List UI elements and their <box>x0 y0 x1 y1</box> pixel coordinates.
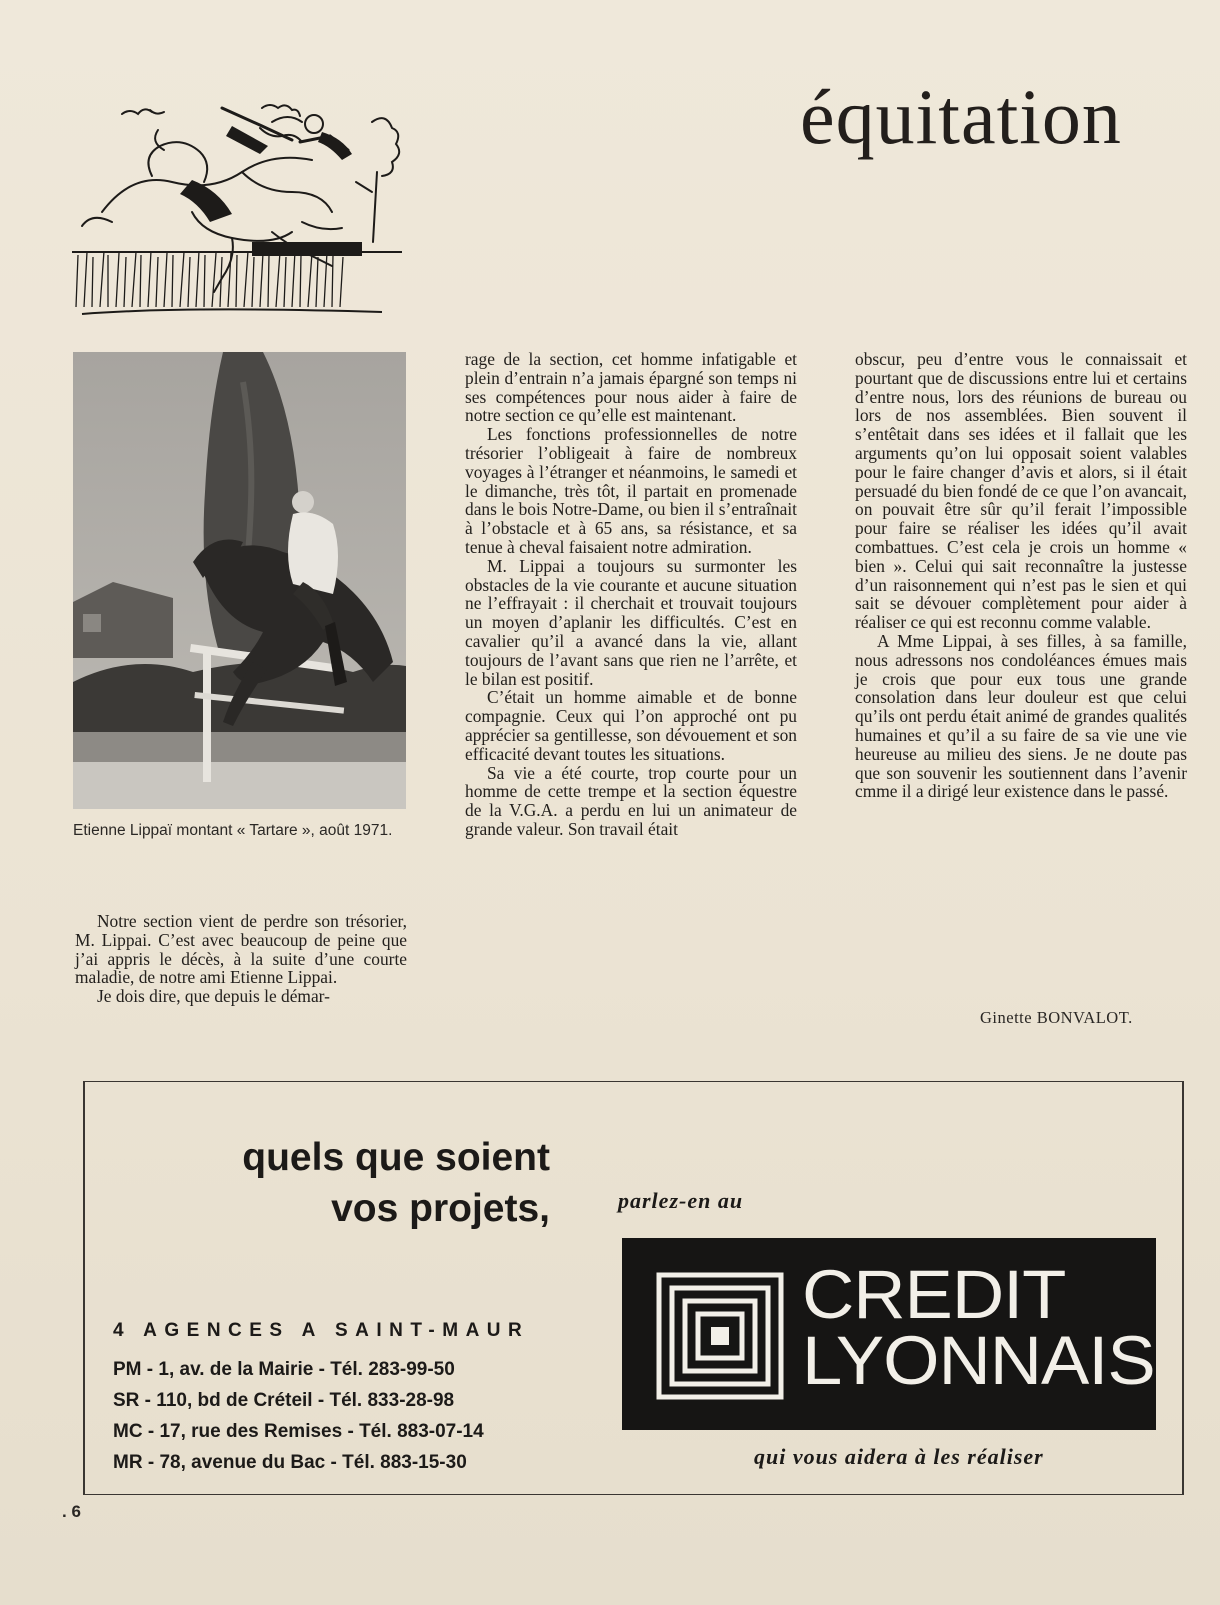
article-paragraph: Les fonctions professionnelles de notre trésorier l’obligeait à faire de nombreux voyages à l’étranger et néanmoins, le samedi et le dimanche, très tôt, il partait en promenade dans le bois Notre-Dame, ou bien il s’entraînait à l’obstacle et à 65 ans, sa résistance, et sa tenue à cheval faisaient notre admiration. <box>465 424 797 557</box>
article-column-3 <box>855 350 1187 801</box>
bank-name-line: CREDIT <box>802 1256 1066 1333</box>
agencies-heading: 4 AGENCES A SAINT-MAUR <box>113 1320 530 1341</box>
ad-slogan-line: quels que soient <box>242 1136 550 1179</box>
agency-code: MC <box>113 1421 143 1442</box>
ad-slogan <box>150 1132 550 1234</box>
agency-address: 1, av. de la Mairie <box>158 1359 314 1380</box>
article-paragraph: Notre section vient de perdre son trésorier, M. Lippai. C’est avec beaucoup de peine que j’ai appris le décès, à la suite d’une courte maladie, de notre ami Etienne Lippai. <box>75 911 407 988</box>
bank-name-line: LYONNAIS <box>802 1322 1155 1399</box>
ad-call-to-action: parlez-en au <box>618 1188 744 1213</box>
agency-code: PM <box>113 1359 142 1380</box>
horse-jump-cartoon <box>72 102 402 320</box>
photo-caption: Etienne Lippaï montant « Tartare », août 1971. <box>73 822 393 839</box>
agency-phone: Tél. 883-15-30 <box>342 1452 467 1473</box>
agencies-list <box>113 1354 543 1478</box>
agency-row: SR - 110, bd de Créteil - Tél. 833-28-98 <box>113 1390 455 1411</box>
agency-address: 78, avenue du Bac <box>159 1452 326 1473</box>
page-number: . 6 <box>62 1502 81 1521</box>
rider-jump-photo <box>73 352 406 809</box>
agency-phone: Tél. 883-07-14 <box>359 1421 484 1442</box>
article-paragraph: M. Lippai a toujours su surmonter les obstacles de la vie courante et aucune situation ne l’effrayait : il cherchait et trouvait toujours un moyen d’aplanir les difficultés. C’est en cavalier qu’il a avancé dans la vie, allant toujours de l’avant sans que rien ne l’arrête, et le bilan est positif. <box>465 555 797 689</box>
article-column-2 <box>465 350 797 839</box>
article-column-1 <box>75 912 407 1006</box>
agency-address: 110, bd de Créteil <box>156 1390 313 1411</box>
agency-phone: Tél. 833-28-98 <box>329 1390 455 1411</box>
article-paragraph: rage de la section, cet homme infatigable et plein d’entrain n’a jamais épargné son temps ni ses compétences pour nous aider à faire de notre section ce qu’elle est maintenant. <box>465 349 797 426</box>
agency-phone: Tél. 283-99-50 <box>330 1359 455 1380</box>
credit-lyonnais-logo <box>622 1238 1156 1430</box>
agency-row: PM - 1, av. de la Mairie - Tél. 283-99-50 <box>113 1359 455 1380</box>
concentric-squares-icon <box>656 1272 784 1400</box>
article-paragraph: C’était un homme aimable et de bonne compagnie. Ceux qui l’on approché ont pu apprécier sa gentillesse, son dévouement et son efficacité devant toutes les situations. <box>465 687 797 764</box>
ad-tagline: qui vous aidera à les réaliser <box>754 1444 1044 1469</box>
agency-row: MR - 78, avenue du Bac - Tél. 883-15-30 <box>113 1452 467 1473</box>
ad-slogan-line: vos projets, <box>331 1187 550 1230</box>
article-paragraph: Sa vie a été courte, trop courte pour un homme de cette trempe et la section équestre de la V.G.A. a perdu en lui un animateur de grande valeur. Son travail était <box>465 762 797 839</box>
article-paragraph: obscur, peu d’entre vous le connaissait et pourtant que de discussions entre lui et certains d’entre nous, lors des réunions de bureau ou lors de nos assemblées. Bien souvent il s’entêtait dans ses idées et il fallait que les arguments qu’on lui opposait soient valables pour le faire changer d’avis et alors, si il était persuadé du bien fondé de ce que l’on avancait, on pouvait être sûr qu’il ferait l’impossible pour faire se réaliser les idées qu’il avait combattues. C’est cela je crois un homme « bien ». Celui qui sait reconnaître la justesse d’un raisonnement qui n’est pas le sien et qui sait se dévouer complètement pour aider à réaliser ce qui est reconnu comme valable. <box>855 349 1187 633</box>
section-title: équitation <box>800 73 1122 160</box>
agency-row: MC - 17, rue des Remises - Tél. 883-07-14 <box>113 1421 484 1442</box>
agency-code: SR <box>113 1390 140 1411</box>
article-paragraph: Je dois dire, que depuis le démar- <box>97 986 330 1007</box>
agency-address: 17, rue des Remises <box>159 1421 343 1442</box>
article-paragraph: A Mme Lippai, à ses filles, à sa famille, nous adressons nos condoléances émues mais je crois que pour eux tous une grande consolation dans leur douleur est que celui qu’ils ont perdu était animé de grandes qualités humaines et qu’il a su faire de sa vie une vie heureuse au milieu des siens. Je ne doute pas que son souvenir les soutiennent dans l’avenir cmme il a dirigé leur existence dans le passé. <box>855 630 1187 802</box>
article-signature: Ginette BONVALOT. <box>980 1008 1133 1027</box>
agency-code: MR <box>113 1452 143 1473</box>
